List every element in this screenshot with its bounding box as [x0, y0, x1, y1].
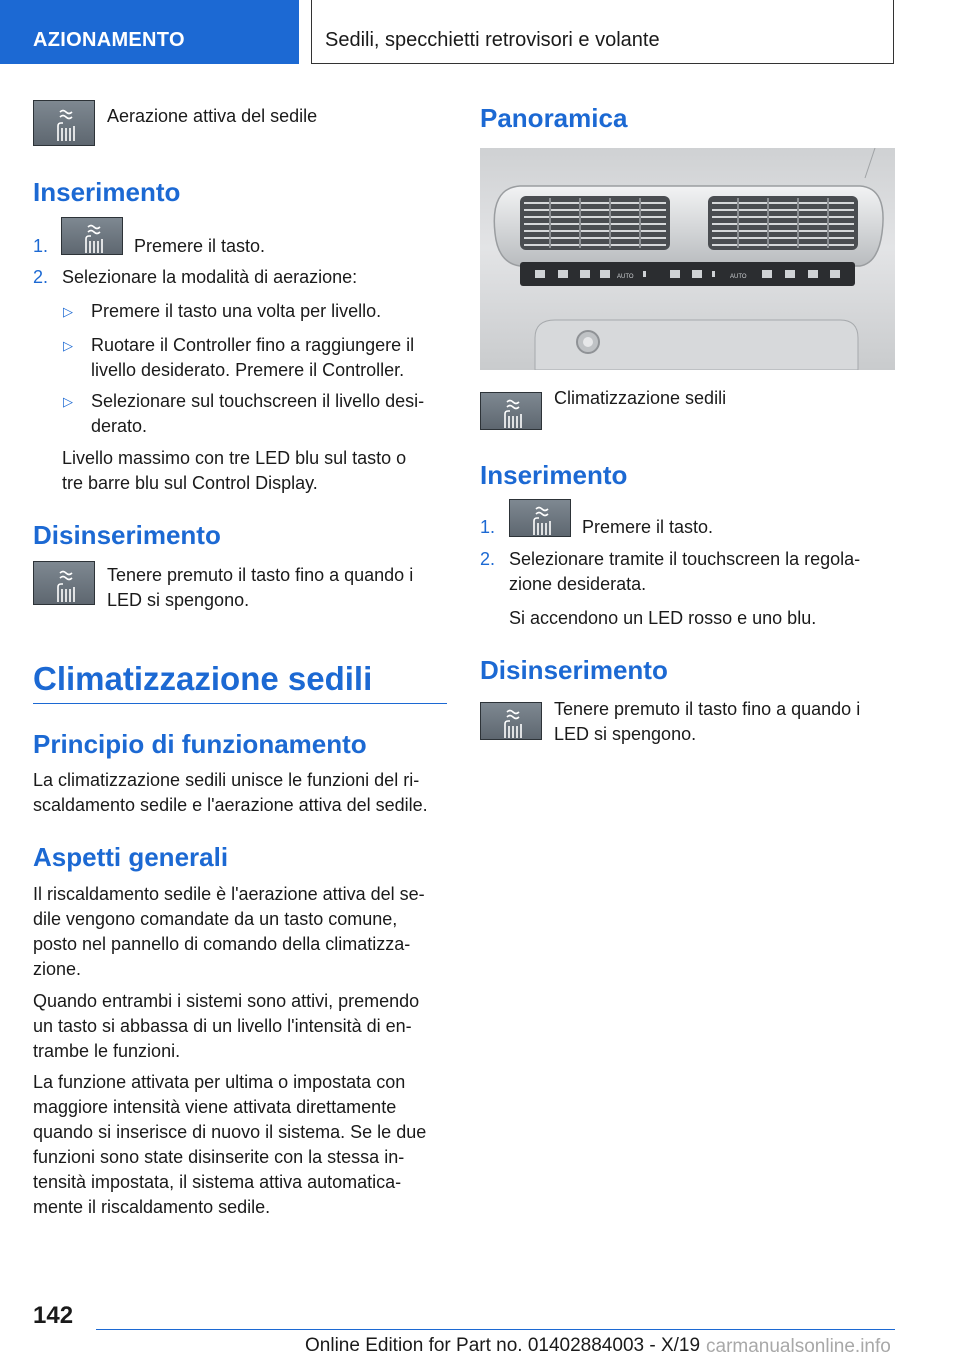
disinserimento-text: Tenere premuto il tasto fino a quando i — [554, 699, 861, 719]
aspetti-text: posto nel pannello di comando della climatizza- — [33, 934, 411, 954]
step-text: Selezionare tramite il touchscreen la regola- — [509, 549, 861, 569]
step-text: Premere il tasto. — [582, 517, 714, 537]
intro-caption: Aerazione attiva del sedile — [107, 106, 318, 126]
seat-ventilation-button-icon — [33, 561, 95, 605]
note-text: tre barre blu sul Control Display. — [62, 473, 318, 493]
aspetti-text: maggiore intensità viene attivata direttamente — [33, 1097, 397, 1117]
seat-ventilation-button-icon — [33, 100, 95, 146]
seat-ventilation-button-icon — [61, 217, 123, 255]
section-title: Climatizzazione sedili — [33, 660, 373, 697]
photo-caption: Climatizzazione sedili — [554, 388, 727, 408]
aspetti-text: La funzione attivata per ultima o impostata con — [33, 1072, 406, 1092]
seat-ventilation-button-icon — [480, 392, 542, 430]
bullet-triangle-icon: ▷ — [63, 394, 73, 409]
principio-text: scaldamento sedile e l'aerazione attiva del sedile. — [33, 795, 428, 815]
disinserimento-text: Tenere premuto il tasto fino a quando i — [107, 565, 414, 585]
aspetti-text: funzioni sono state disinserite con la stessa in- — [33, 1147, 405, 1167]
aspetti-text: Il riscaldamento sedile è l'aerazione attiva del se- — [33, 884, 425, 904]
aspetti-text: trambe le funzioni. — [33, 1041, 181, 1061]
aspetti-text: Quando entrambi i sistemi sono attivi, premendo — [33, 991, 420, 1011]
heading-disinserimento: Disinserimento — [33, 520, 221, 550]
aspetti-text: quando si inserisce di nuovo il sistema. Se le due — [33, 1122, 427, 1142]
aspetti-text: dile vengono comandate da un tasto comune, — [33, 909, 398, 929]
step-text: Premere il tasto. — [134, 236, 266, 256]
disinserimento-text: LED si spengono. — [107, 590, 250, 610]
heading-inserimento: Inserimento — [33, 177, 181, 207]
heading-principio: Principio di funzionamento — [33, 729, 367, 759]
step-text: zione desiderata. — [509, 574, 647, 594]
footer-edition: Online Edition for Part no. 01402884003 - X/19 — [305, 1335, 701, 1356]
step-number: 2. — [480, 549, 496, 569]
principio-text: La climatizzazione sedili unisce le funzioni del ri- — [33, 770, 420, 790]
header-chapter-label: Sedili, specchietti retrovisori e volante — [325, 29, 660, 51]
section-divider — [33, 703, 447, 704]
heading-inserimento: Inserimento — [480, 460, 628, 490]
heading-panoramica: Panoramica — [480, 103, 628, 133]
disinserimento-text: LED si spengono. — [554, 724, 697, 744]
bullet-text: Premere il tasto una volta per livello. — [91, 301, 382, 321]
climate-panel-photo — [480, 148, 895, 370]
note-text: Si accendono un LED rosso e uno blu. — [509, 608, 817, 628]
photo-button-label: AUTO — [730, 274, 747, 280]
aspetti-text: mente il riscaldamento sedile. — [33, 1197, 271, 1217]
step-number: 1. — [33, 236, 49, 256]
header-chapter-tab — [311, 0, 894, 64]
step-text: Selezionare la modalità di aerazione: — [62, 267, 358, 287]
bullet-text: Ruotare il Controller fino a raggiungere il — [91, 335, 415, 355]
seat-ventilation-button-icon — [509, 499, 571, 537]
page-number: 142 — [33, 1302, 74, 1329]
header-section-label: AZIONAMENTO — [33, 29, 185, 51]
bullet-text: livello desiderato. Premere il Controller. — [91, 360, 405, 380]
watermark: carmanualsonline.info — [706, 1336, 891, 1357]
seat-ventilation-button-icon — [480, 702, 542, 740]
step-number: 1. — [480, 517, 496, 537]
step-number: 2. — [33, 267, 49, 287]
bullet-text: derato. — [91, 416, 148, 436]
note-text: Livello massimo con tre LED blu sul tasto o — [62, 448, 407, 468]
aspetti-text: zione. — [33, 959, 82, 979]
bullet-triangle-icon: ▷ — [63, 338, 73, 353]
header-section-tab — [0, 0, 299, 64]
heading-aspetti: Aspetti generali — [33, 842, 229, 872]
aspetti-text: tensità impostata, il sistema attiva automatica- — [33, 1172, 402, 1192]
footer-divider — [96, 1329, 895, 1330]
aspetti-text: un tasto si abbassa di un livello l'intensità di en- — [33, 1016, 412, 1036]
heading-disinserimento: Disinserimento — [480, 655, 668, 685]
bullet-text: Selezionare sul touchscreen il livello desi- — [91, 391, 425, 411]
photo-button-label: AUTO — [617, 274, 634, 280]
bullet-triangle-icon: ▷ — [63, 304, 73, 319]
